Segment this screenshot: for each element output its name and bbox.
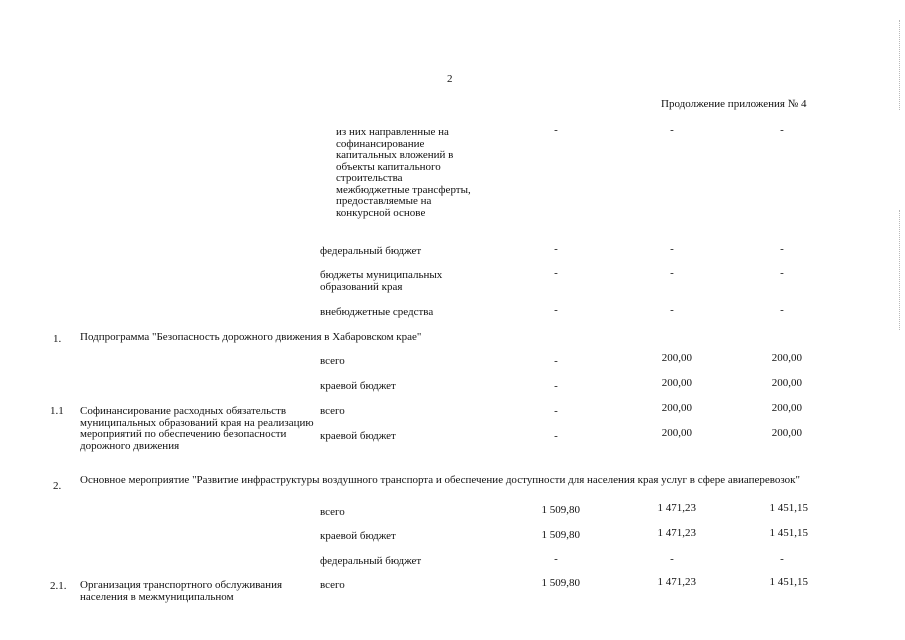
scan-edge-mark <box>899 20 901 110</box>
row-number: 1. <box>53 333 62 345</box>
row-source: всего <box>320 506 345 518</box>
row-source: внебюджетные средства <box>320 306 434 318</box>
row-value-2: - <box>670 553 674 565</box>
row-source: краевой бюджет <box>320 380 396 392</box>
scan-edge-mark <box>899 210 901 330</box>
row-value-1: 1 509,80 <box>541 529 580 541</box>
row-value-2: 200,00 <box>661 377 692 389</box>
row-value-1: - <box>554 267 558 279</box>
row-source: всего <box>320 405 345 417</box>
row-source: краевой бюджет <box>320 530 396 542</box>
row-value-3: - <box>780 304 784 316</box>
row-value-2: 1 471,23 <box>657 527 696 539</box>
row-value-2: 200,00 <box>661 402 692 414</box>
row-value-1: - <box>554 355 558 367</box>
measure-title: Организация транспортного обслуживания населения в межмуниципальном <box>80 579 283 603</box>
row-value-3: 200,00 <box>771 352 802 364</box>
row-value-1: - <box>554 124 558 136</box>
row-value-1: - <box>554 243 558 255</box>
row-source: бюджеты муниципальных образований края <box>320 269 443 293</box>
row-number: 2.1. <box>50 580 67 592</box>
row-source: всего <box>320 355 345 367</box>
row-value-2: - <box>670 124 674 136</box>
continuation-title: Продолжение приложения № 4 <box>661 98 807 110</box>
row-value-2: 1 471,23 <box>657 576 696 588</box>
section-title: Подпрограмма "Безопасность дорожного движения в Хабаровском крае" <box>80 331 422 343</box>
row-value-3: 200,00 <box>771 377 802 389</box>
row-value-2: 200,00 <box>661 427 692 439</box>
row-value-3: 200,00 <box>771 427 802 439</box>
row-value-3: - <box>780 243 784 255</box>
row-number: 1.1 <box>50 405 64 417</box>
row-source: из них направленные на софинансирование капитальных вложений в объекты капитального строительства межбюджетные трансферты, предоставляемые на конкурсной основе <box>336 126 471 219</box>
row-value-2: 200,00 <box>661 352 692 364</box>
row-value-3: - <box>780 124 784 136</box>
row-source: федеральный бюджет <box>320 555 422 567</box>
row-value-3: 1 451,15 <box>769 502 808 514</box>
row-value-1: - <box>554 430 558 442</box>
row-value-1: - <box>554 304 558 316</box>
section-title: Основное мероприятие "Развитие инфраструктуры воздушного транспорта и обеспечение доступности для населения края услуг в сфере авиаперевозок" <box>80 474 800 486</box>
row-value-3: - <box>780 267 784 279</box>
row-value-2: 1 471,23 <box>657 502 696 514</box>
row-value-1: - <box>554 405 558 417</box>
measure-title: Софинансирование расходных обязательств муниципальных образований края на реализацию мероприятий по обеспечению безопасности дорожного движения <box>80 405 314 452</box>
row-source: всего <box>320 579 345 591</box>
row-value-1: - <box>554 380 558 392</box>
row-value-2: - <box>670 304 674 316</box>
row-number: 2. <box>53 480 62 492</box>
row-value-1: 1 509,80 <box>541 577 580 589</box>
row-value-1: 1 509,80 <box>541 504 580 516</box>
row-source: краевой бюджет <box>320 430 396 442</box>
row-source: федеральный бюджет <box>320 245 422 257</box>
row-value-3: 200,00 <box>771 402 802 414</box>
page-number: 2 <box>447 73 453 85</box>
row-value-3: - <box>780 553 784 565</box>
row-value-2: - <box>670 243 674 255</box>
row-value-3: 1 451,15 <box>769 527 808 539</box>
row-value-1: - <box>554 553 558 565</box>
row-value-2: - <box>670 267 674 279</box>
row-value-3: 1 451,15 <box>769 576 808 588</box>
